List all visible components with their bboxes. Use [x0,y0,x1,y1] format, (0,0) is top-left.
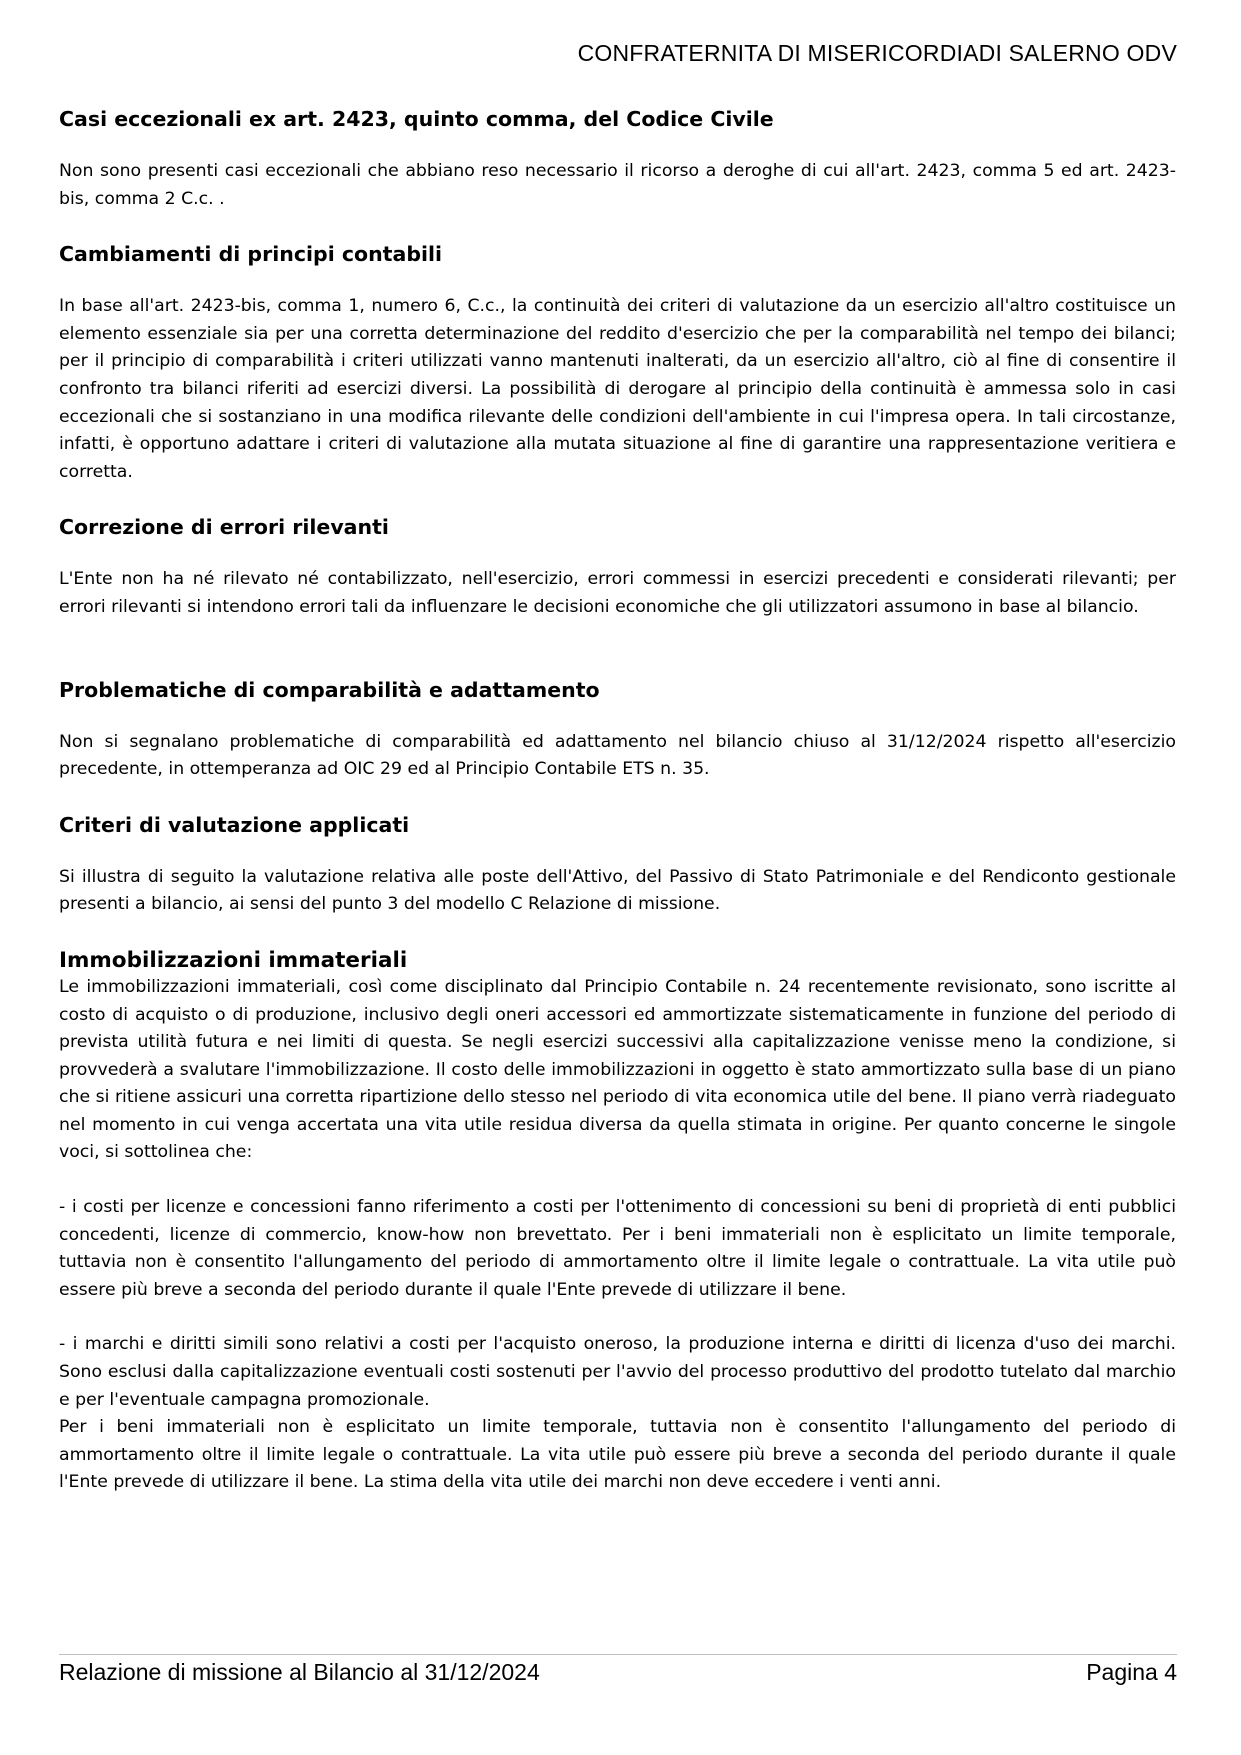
section-title: Problematiche di comparabilità e adattamento [59,677,600,702]
section-paragraph: Non si segnalano problematiche di comparabilità ed adattamento nel bilancio chiuso al 31/12/2024 rispetto all'esercizio precedente, in ottemperanza ad OIC 29 ed al Principio Contabile ETS n. 35. [59,731,1176,780]
list-item: - i costi per licenze e concessioni fanno riferimento a costi per l'ottenimento di concessioni su beni di proprietà di enti pubblici concedenti, licenze di commercio, know-how non brevettato. Per i beni immateriali non è esplicitato un limite temporale, tuttavia non è consentito l'allungamento del periodo di ammortamento oltre il limite legale o contrattuale. La vita utile può essere più breve a seconda del periodo durante il quale l'Ente prevede di utilizzare il bene. [59,1197,1176,1300]
organization-name: CONFRATERNITA DI MISERICORDIADI SALERNO ODV [577,40,1177,66]
footer-document-title: Relazione di missione al Bilancio al 31/12/2024 [59,1659,540,1685]
section-paragraph: Si illustra di seguito la valutazione relativa alle poste dell'Attivo, del Passivo di Stato Patrimoniale e del Rendiconto gestionale presenti a bilancio, ai sensi del punto 3 del modello C Relazione di missione. [59,866,1176,915]
section-title: Criteri di valutazione applicati [59,812,410,837]
document-body [59,106,1176,1497]
section-title: Cambiamenti di principi contabili [59,242,443,267]
section-title: Correzione di errori rilevanti [59,515,389,540]
page-number: Pagina 4 [1086,1659,1177,1685]
section-paragraph: Le immobilizzazioni immateriali, così come disciplinato dal Principio Contabile n. 24 recentemente revisionato, sono iscritte al costo di acquisto o di produzione, inclusivo degli oneri accessori ed ammortizzate sistematicamente in funzione del periodo di prevista utilità futura e nei limiti di questa. Se negli esercizi successivi alla capitalizzazione venisse meno la condizione, si provvederà a svalutare l'immobilizzazione. Il costo delle immobilizzazioni in oggetto è stato ammortizzato sulla base di un piano che si ritiene assicuri una corretta ripartizione dello stesso nel periodo di vita economica utile del bene. Il piano verrà riadeguato nel momento in cui venga accertata una vita utile residua diversa da quella stimata in origine. Per quanto concerne le singole voci, si sottolinea che: [59,976,1176,1163]
list-item: - i marchi e diritti simili sono relativi a costi per l'acquisto oneroso, la produzione interna e diritti di licenza d'uso dei marchi. Sono esclusi dalla capitalizzazione eventuali costi sostenuti per l'avvio del processo produttivo del prodotto tutelato dal marchio e per l'eventuale campagna promozionale. [59,1334,1176,1410]
section-paragraph: L'Ente non ha né rilevato né contabilizzato, nell'esercizio, errori commessi in esercizi precedenti e considerati rilevanti; per errori rilevanti si intendono errori tali da influenzare le decisioni economiche che gli utilizzatori assumono in base al bilancio. [59,569,1176,617]
section-paragraph: Non sono presenti casi eccezionali che abbiano reso necessario il ricorso a deroghe di cui all'art. 2423, comma 5 ed art. 2423-bis, comma 2 C.c. . [59,161,1176,209]
section-title: Casi eccezionali ex art. 2423, quinto comma, del Codice Civile [59,107,774,131]
page-header [578,40,1177,67]
section-paragraph: Per i beni immateriali non è esplicitato un limite temporale, tuttavia non è consentito l'allungamento del periodo di ammortamento oltre il limite legale o contrattuale. La vita utile può essere più breve a seconda del periodo durante il quale l'Ente prevede di utilizzare il bene. La stima della vita utile dei marchi non deve eccedere i venti anni. [59,1417,1176,1493]
section-title: Immobilizzazioni immateriali [59,947,408,973]
section-paragraph: In base all'art. 2423-bis, comma 1, numero 6, C.c., la continuità dei criteri di valutazione da un esercizio all'altro costituisce un elemento essenziale sia per una corretta determinazione del reddito d'esercizio che per la comparabilità nel tempo dei bilanci; per il principio di comparabilità i criteri utilizzati vanno mantenuti inalterati, da un esercizio all'altro, ciò al fine di consentire il confronto tra bilanci riferiti ad esercizi diversi. La possibilità di derogare al principio della continuità è ammessa solo in casi eccezionali che si sostanziano in una modifica rilevante delle condizioni dell'ambiente in cui l'impresa opera. In tali circostanze, infatti, è opportuno adattare i criteri di valutazione alla mutata situazione al fine di garantire una rappresentazione veritiera e corretta. [59,296,1176,482]
page-footer [59,1654,1177,1686]
